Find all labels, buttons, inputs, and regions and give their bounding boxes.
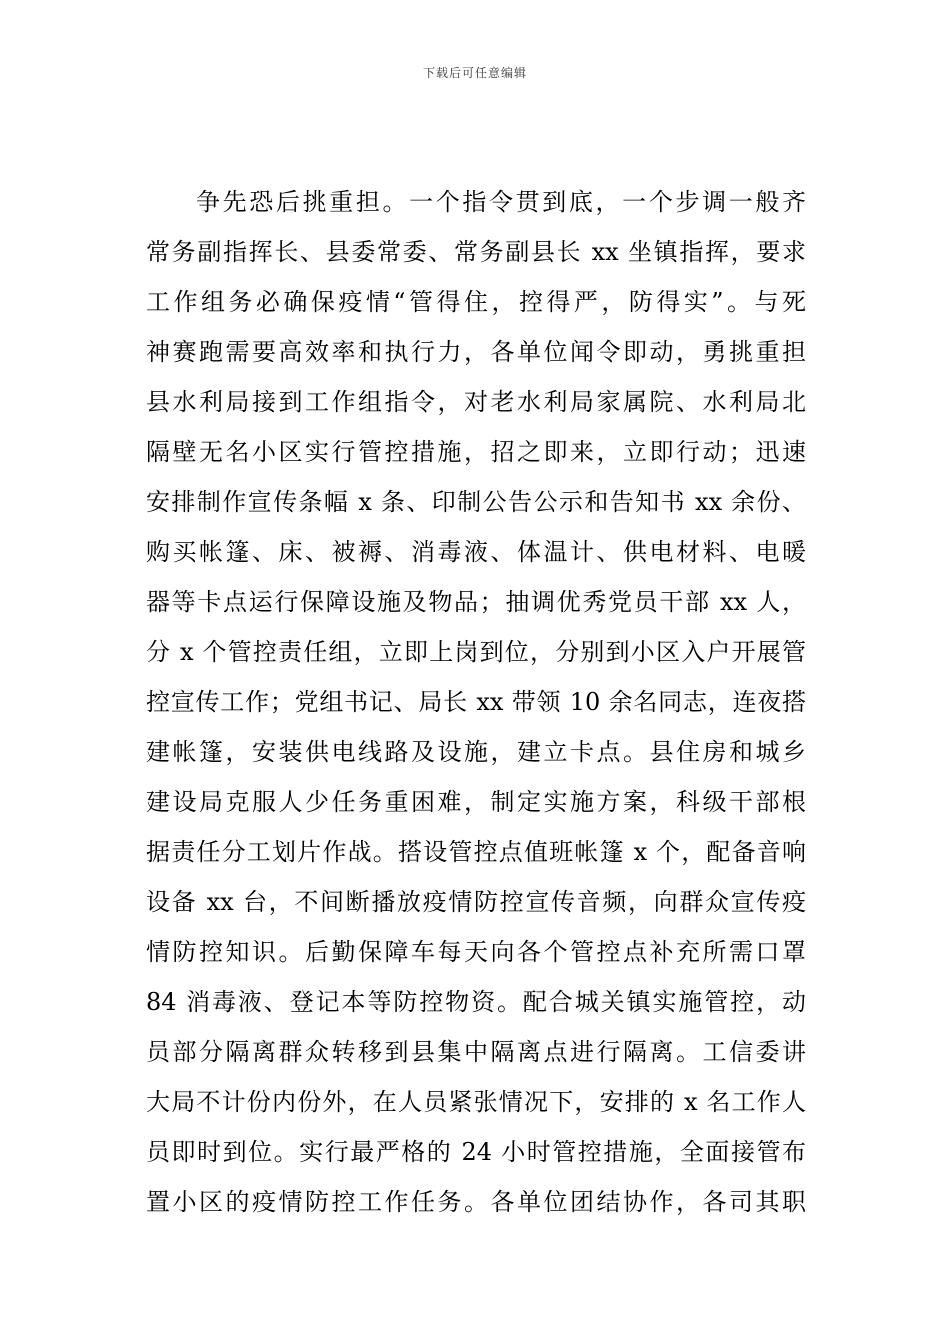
body-paragraph: [146, 177, 806, 1227]
text-line: 大局不计份内份外，在人员紧张情况下，安排的 x 名工作人: [146, 1088, 806, 1116]
text-line: 置小区的疫情防控工作任务。各单位团结协作，各司其职: [146, 1188, 806, 1216]
text-line: 隔壁无名小区实行管控措施，招之即来，立即行动；迅速: [146, 438, 806, 466]
text-line: 据责任分工划片作战。搭设管控点值班帐篷 x 个，配备音响: [146, 838, 806, 866]
text-line: 争先恐后挑重担。一个指令贯到底，一个步调一般齐: [196, 188, 806, 216]
text-line: 工作组务必确保疫情“管得住，控得严，防得实”。与死: [146, 288, 806, 316]
text-line: 器等卡点运行保障设施及物品；抽调优秀党员干部 xx 人，: [146, 588, 806, 616]
text-line: 安排制作宣传条幅 x 条、印制公告公示和告知书 xx 余份、: [146, 488, 806, 516]
text-line: 建帐篷，安装供电线路及设施，建立卡点。县住房和城乡: [146, 738, 806, 766]
text-line: 县水利局接到工作组指令，对老水利局家属院、水利局北: [146, 388, 806, 416]
text-line: 建设局克服人少任务重困难，制定实施方案，科级干部根: [146, 788, 806, 816]
page-header-note: 下载后可任意编辑: [422, 66, 527, 80]
text-line: 常务副指挥长、县委常委、常务副县长 xx 坐镇指挥，要求: [146, 238, 806, 266]
text-line: 控宣传工作；党组书记、局长 xx 带领 10 余名同志，连夜搭: [146, 688, 806, 716]
text-line: 购买帐篷、床、被褥、消毒液、体温计、供电材料、电暖: [146, 538, 806, 566]
text-line: 神赛跑需要高效率和执行力，各单位闻令即动，勇挑重担: [146, 338, 806, 366]
text-line: 设备 xx 台，不间断播放疫情防控宣传音频，向群众宣传疫: [146, 888, 806, 916]
text-line: 员即时到位。实行最严格的 24 小时管控措施，全面接管布: [146, 1138, 806, 1166]
text-line: 情防控知识。后勤保障车每天向各个管控点补充所需口罩: [146, 938, 806, 966]
text-line: 84 消毒液、登记本等防控物资。配合城关镇实施管控，动: [146, 988, 806, 1016]
text-line: 分 x 个管控责任组，立即上岗到位，分别到小区入户开展管: [146, 638, 806, 666]
text-line: 员部分隔离群众转移到县集中隔离点进行隔离。工信委讲: [146, 1038, 806, 1066]
